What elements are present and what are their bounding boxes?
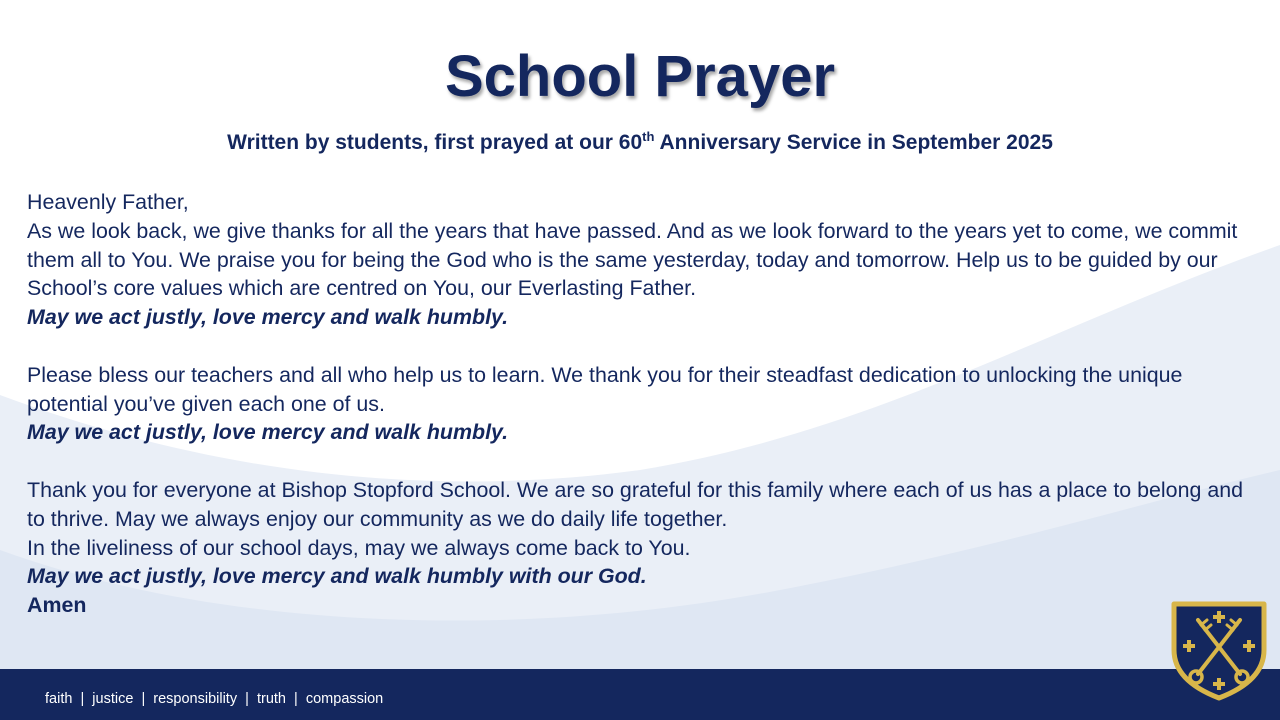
school-values: faith | justice | responsibility | truth | compassion [45,691,384,707]
prayer-greeting: Heavenly Father, [27,190,189,214]
blank-line [27,447,1262,476]
prayer-paragraph-3b: In the liveliness of our school days, may we always come back to You. [27,535,691,560]
subtitle-text-end: Anniversary Service in September 2025 [654,131,1053,154]
subtitle-superscript: th [642,129,655,144]
footer-bar [0,669,1280,720]
blank-line [27,332,1262,361]
prayer-amen: Amen [27,593,87,618]
subtitle-text-start: Written by students, first prayed at our 60 [227,131,643,154]
prayer-refrain-2: May we act justly, love mercy and walk humbly. [27,420,509,445]
prayer-refrain-final: May we act justly, love mercy and walk humbly with our God. [27,564,647,589]
prayer-text [27,188,1262,620]
shield-crossed-keys-icon [1168,598,1270,702]
prayer-paragraph-2: Please bless our teachers and all who help us to learn. We thank you for their steadfast dedication to unlocking the unique potential you’ve given each one of us. [27,362,1183,416]
subtitle [0,129,1280,157]
prayer-paragraph-3: Thank you for everyone at Bishop Stopford School. We are so grateful for this family where each of us has a place to belong and to thrive. May we always enjoy our community as we do daily life together. [27,477,1244,531]
prayer-paragraph-1: As we look back, we give thanks for all the years that have passed. And as we look forward to the years yet to come, we commit them all to You. We praise you for being the God who is the same yesterday, today and tomorrow. Help us to be guided by our School’s core values which are centred on You, our Everlasting Father. [27,218,1238,301]
page-title: School Prayer [444,44,836,109]
prayer-refrain-1: May we act justly, love mercy and walk humbly. [27,305,509,330]
